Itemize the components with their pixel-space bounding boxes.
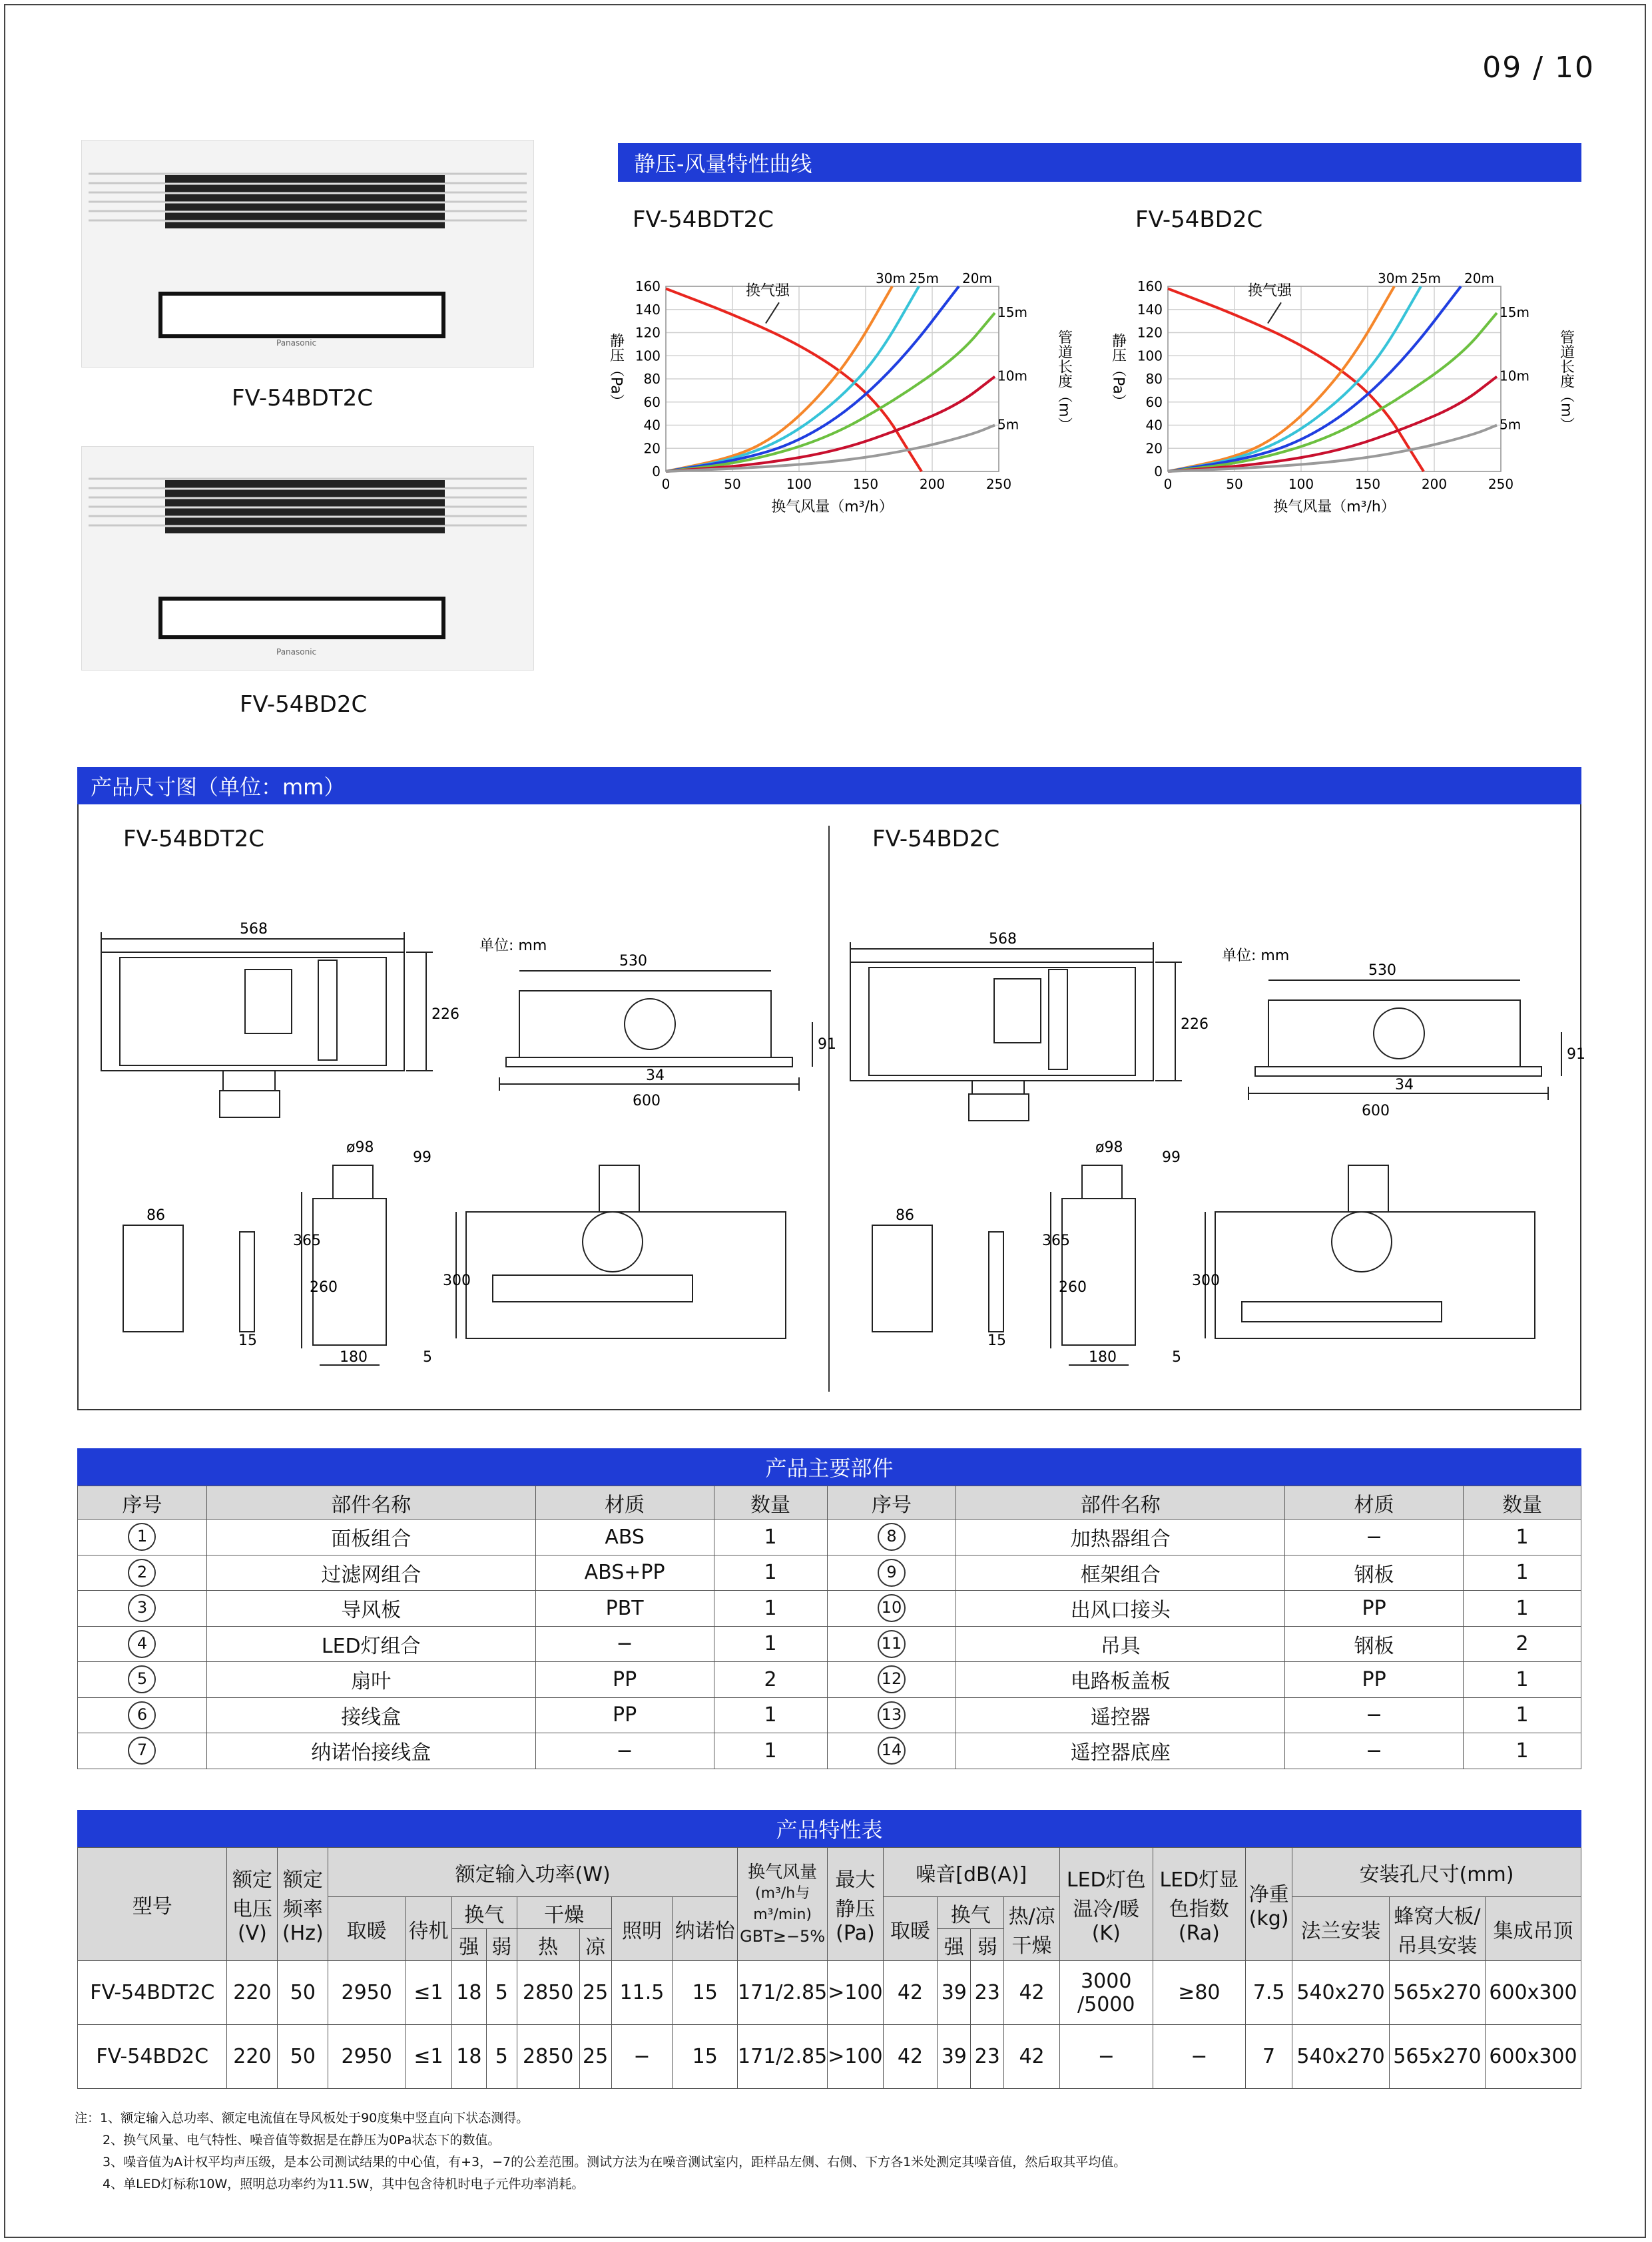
- spec-cell: 15: [673, 1961, 738, 2025]
- x-tick-label: 200: [919, 476, 946, 492]
- airflow-chart-1: [586, 256, 1079, 523]
- spec-h-noise-vent: 换气: [938, 1897, 1004, 1929]
- x-axis-label: 换气风量（m³/h）: [1273, 499, 1396, 515]
- parts-cell: 纳诺怡接线盒: [206, 1733, 535, 1769]
- parts-cell: LED灯组合: [206, 1626, 535, 1662]
- y-tick-label: 100: [635, 348, 661, 364]
- spec-h-nanoe: 纳诺怡: [673, 1897, 738, 1961]
- dimension-section-title: [77, 767, 1581, 804]
- dim-5: 5: [423, 1349, 432, 1366]
- spec-h-weight: 净重(kg): [1246, 1848, 1292, 1961]
- parts-table-title: [77, 1448, 1581, 1486]
- spec-h-strong: 强: [451, 1929, 486, 1961]
- spec-cell: >100: [828, 2025, 883, 2089]
- spec-row: [78, 1961, 1581, 2025]
- series-line: [1168, 288, 1424, 471]
- spec-cell: 25: [579, 1961, 611, 2025]
- dim-total: 600: [633, 1093, 661, 1109]
- series-label: 10m: [997, 368, 1027, 384]
- spec-h-hole: 安装孔尺寸(mm): [1292, 1848, 1581, 1897]
- dim-model-1: FV-54BDT2C: [123, 826, 265, 852]
- spec-h-airflow-std: GBT≥−5%: [740, 1926, 826, 1946]
- parts-cell: −: [1285, 1520, 1464, 1555]
- dim-side-width: 530: [619, 953, 647, 970]
- parts-cell: 加热器组合: [956, 1520, 1285, 1555]
- dim-width: 568: [240, 921, 268, 938]
- chart-annotation: 换气强: [746, 282, 790, 300]
- y-tick-label: 160: [635, 278, 661, 294]
- parts-row: [78, 1591, 1581, 1627]
- parts-index-cell: [827, 1555, 956, 1591]
- spec-h-model: 型号: [78, 1848, 227, 1961]
- dim-300: 300: [443, 1272, 471, 1289]
- spec-table: [77, 1847, 1581, 2089]
- y-axis-label: 静压（Pa）: [607, 333, 625, 409]
- parts-index-cell: [827, 1626, 956, 1662]
- y-tick-label: 0: [1154, 463, 1163, 479]
- note-2: 2、换气风量、电气特性、噪音值等数据是在静压为0Pa状态下的数值。: [103, 2133, 501, 2147]
- spec-cell: 18: [451, 1961, 486, 2025]
- notes: [75, 2107, 1126, 2195]
- parts-cell: 1: [1464, 1555, 1581, 1591]
- dim-91: 91: [818, 1036, 836, 1053]
- y-tick-label: 140: [1137, 301, 1163, 318]
- series-label: 15m: [997, 304, 1027, 320]
- parts-cell: PP: [535, 1662, 714, 1698]
- parts-cell: 出风口接头: [956, 1591, 1285, 1627]
- spec-cell: 23: [971, 2025, 1004, 2089]
- parts-cell: 1: [1464, 1662, 1581, 1698]
- spec-cell: 2950: [328, 1961, 406, 2025]
- parts-table: [77, 1486, 1581, 1769]
- product-2-illustration: [82, 447, 533, 670]
- spec-cell: FV-54BDT2C: [78, 1961, 227, 2025]
- dim-260: 260: [310, 1279, 338, 1296]
- spec-cell: 7: [1246, 2025, 1292, 2089]
- parts-cell: −: [1285, 1697, 1464, 1733]
- spec-cell: 42: [883, 1961, 938, 2025]
- parts-cell: 钢板: [1285, 1626, 1464, 1662]
- parts-header: 部件名称: [956, 1486, 1285, 1520]
- parts-cell: 2: [1464, 1626, 1581, 1662]
- x-tick-label: 100: [1288, 476, 1314, 492]
- spec-cell: 220: [227, 2025, 278, 2089]
- part-number-badge: 1: [128, 1523, 156, 1551]
- spec-cell: 540x270: [1292, 1961, 1390, 2025]
- x-tick-label: 150: [852, 476, 879, 492]
- series-line: [666, 288, 922, 471]
- spec-h-standby: 待机: [406, 1897, 452, 1961]
- spec-cell: >100: [828, 1961, 883, 2025]
- dimension-section-title-text: 产品尺寸图（单位：mm）: [91, 774, 346, 800]
- y-tick-label: 0: [652, 463, 661, 479]
- parts-header: 数量: [714, 1486, 827, 1520]
- series-label: 20m: [962, 270, 992, 286]
- series-label: 30m: [876, 270, 906, 286]
- parts-cell: ABS+PP: [535, 1555, 714, 1591]
- dim-model-2: FV-54BD2C: [872, 826, 1000, 852]
- series-label: 15m: [1500, 304, 1529, 320]
- parts-row: [78, 1662, 1581, 1698]
- note-1: 注：1、额定输入总功率、额定电流值在导风板处于90度集中竖直向下状态测得。: [75, 2111, 529, 2125]
- parts-cell: 扇叶: [206, 1662, 535, 1698]
- dim-total: 600: [1362, 1103, 1390, 1119]
- parts-cell: 1: [714, 1591, 827, 1627]
- parts-header: 数量: [1464, 1486, 1581, 1520]
- part-number-badge: 6: [128, 1701, 156, 1729]
- parts-index-cell: [78, 1555, 207, 1591]
- dim-depth: 226: [1181, 1016, 1209, 1033]
- dim-34: 34: [646, 1067, 665, 1084]
- parts-index-cell: [827, 1591, 956, 1627]
- series-line: [666, 313, 995, 471]
- y-tick-label: 120: [635, 324, 661, 341]
- dim-remote-d: 15: [987, 1332, 1006, 1349]
- dimension-drawing-2: [842, 912, 1585, 1392]
- spec-cell: 18: [451, 2025, 486, 2089]
- chart-1-model: FV-54BDT2C: [633, 206, 774, 233]
- parts-cell: 吊具: [956, 1626, 1285, 1662]
- parts-header: 材质: [535, 1486, 714, 1520]
- part-number-badge: 7: [128, 1737, 156, 1765]
- dim-duct: ø98: [1095, 1139, 1123, 1156]
- spec-cell: 2950: [328, 2025, 406, 2089]
- spec-cell: −: [611, 2025, 673, 2089]
- x-axis-label: 换气风量（m³/h）: [771, 499, 894, 515]
- dim-34: 34: [1395, 1077, 1414, 1093]
- dim-5: 5: [1172, 1349, 1181, 1366]
- y-tick-label: 160: [1137, 278, 1163, 294]
- series-label: 5m: [997, 416, 1019, 433]
- x-tick-label: 100: [786, 476, 812, 492]
- spec-cell: 50: [278, 1961, 328, 2025]
- parts-cell: 遥控器底座: [956, 1733, 1285, 1769]
- parts-header: 序号: [827, 1486, 956, 1520]
- spec-cell: 5: [486, 2025, 517, 2089]
- spec-h-ceiling: 集成吊顶: [1485, 1897, 1581, 1961]
- parts-index-cell: [78, 1697, 207, 1733]
- product-1-model: FV-54BDT2C: [232, 385, 374, 412]
- parts-header: 序号: [78, 1486, 207, 1520]
- x-tick-label: 0: [661, 476, 671, 492]
- series-label: 25m: [1411, 270, 1441, 286]
- spec-h-heating: 取暖: [328, 1897, 406, 1961]
- dim-91: 91: [1567, 1046, 1585, 1063]
- spec-cell: 42: [1004, 1961, 1060, 2025]
- product-photo-2: [81, 446, 534, 671]
- spec-cell: 171/2.85: [738, 1961, 828, 2025]
- spec-h-noise-weak: 弱: [971, 1929, 1004, 1961]
- parts-row: [78, 1520, 1581, 1555]
- y-tick-label: 20: [1145, 440, 1163, 457]
- spec-h-airflow-label: 换气风量: [748, 1862, 818, 1882]
- spec-cell: 220: [227, 1961, 278, 2025]
- parts-index-cell: [827, 1520, 956, 1555]
- brand-label: Panasonic: [276, 647, 317, 657]
- dimension-divider: [828, 826, 830, 1392]
- spec-cell: 11.5: [611, 1961, 673, 2025]
- spec-cell: 7.5: [1246, 1961, 1292, 2025]
- series-label: 10m: [1500, 368, 1529, 384]
- part-number-badge: 13: [878, 1701, 906, 1729]
- dim-depth: 226: [431, 1006, 459, 1023]
- spec-h-led-temp: LED灯色温冷/暖(K): [1059, 1848, 1153, 1961]
- parts-header: 部件名称: [206, 1486, 535, 1520]
- part-number-badge: 4: [128, 1630, 156, 1658]
- parts-cell: 接线盒: [206, 1697, 535, 1733]
- dim-180: 180: [340, 1349, 368, 1366]
- series-line: [1168, 313, 1497, 471]
- x-tick-label: 250: [985, 476, 1012, 492]
- spec-h-noise-heat: 取暖: [883, 1897, 938, 1961]
- y-tick-label: 60: [1145, 394, 1163, 410]
- spec-h-voltage: 额定电压(V): [227, 1848, 278, 1961]
- parts-index-cell: [78, 1520, 207, 1555]
- x-tick-label: 150: [1354, 476, 1381, 492]
- part-number-badge: 2: [128, 1559, 156, 1587]
- spec-cell: 600x300: [1485, 1961, 1581, 2025]
- chart-annotation: 换气强: [1248, 282, 1292, 300]
- dim-remote-w: 86: [896, 1207, 914, 1224]
- parts-row: [78, 1733, 1581, 1769]
- y-axis-label: 静压（Pa）: [1109, 333, 1127, 409]
- spec-table-title: [77, 1810, 1581, 1847]
- spec-h-cool: 凉: [579, 1929, 611, 1961]
- note-4: 4、单LED灯标称10W，照明总功率约为11.5W，其中包含待机时电子元件功率消耗。: [103, 2177, 585, 2191]
- dim-300: 300: [1192, 1272, 1220, 1289]
- parts-index-cell: [827, 1697, 956, 1733]
- curve-section-title-text: 静压-风量特性曲线: [634, 151, 812, 176]
- airflow-chart-2: [1088, 256, 1581, 523]
- part-number-badge: 5: [128, 1665, 156, 1693]
- parts-cell: 1: [1464, 1591, 1581, 1627]
- parts-cell: 1: [1464, 1520, 1581, 1555]
- parts-cell: 面板组合: [206, 1520, 535, 1555]
- dim-unit: 单位: mm: [1222, 948, 1290, 964]
- parts-cell: 框架组合: [956, 1555, 1285, 1591]
- spec-h-light: 照明: [611, 1897, 673, 1961]
- x-tick-label: 50: [724, 476, 741, 492]
- parts-cell: 1: [714, 1626, 827, 1662]
- spec-h-dry: 干燥: [517, 1897, 611, 1929]
- series-label: 5m: [1500, 416, 1521, 433]
- spec-h-honeycomb: 蜂窝大板/吊具安装: [1389, 1897, 1485, 1961]
- spec-h-freq: 额定频率(Hz): [278, 1848, 328, 1961]
- spec-h-weak: 弱: [486, 1929, 517, 1961]
- product-photo-1: [81, 140, 534, 368]
- parts-cell: −: [535, 1733, 714, 1769]
- parts-row: [78, 1626, 1581, 1662]
- parts-cell: 遥控器: [956, 1697, 1285, 1733]
- spec-cell: 23: [971, 1961, 1004, 2025]
- parts-index-cell: [827, 1662, 956, 1698]
- parts-cell: 过滤网组合: [206, 1555, 535, 1591]
- spec-cell: 39: [938, 1961, 971, 2025]
- spec-cell: ≥80: [1153, 1961, 1246, 2025]
- curve-section-title: [618, 143, 1581, 182]
- spec-h-noise: 噪音[dB(A)]: [883, 1848, 1059, 1897]
- spec-table-title-text: 产品特性表: [776, 1817, 883, 1842]
- x-tick-label: 250: [1488, 476, 1514, 492]
- dim-side-width: 530: [1368, 962, 1396, 979]
- spec-cell: ≤1: [406, 2025, 452, 2089]
- dim-99: 99: [413, 1149, 431, 1166]
- parts-cell: 1: [714, 1555, 827, 1591]
- spec-h-airflow-unit: (m³/h与m³/min): [753, 1884, 812, 1923]
- part-number-badge: 12: [878, 1665, 906, 1693]
- spec-cell: FV-54BD2C: [78, 2025, 227, 2089]
- spec-cell: 600x300: [1485, 2025, 1581, 2089]
- y2-axis-label: 管道长度（m）: [1055, 330, 1073, 432]
- part-number-badge: 14: [878, 1737, 906, 1765]
- y-tick-label: 80: [643, 371, 661, 387]
- parts-cell: −: [535, 1626, 714, 1662]
- part-number-badge: 9: [878, 1559, 906, 1587]
- spec-cell: 42: [883, 2025, 938, 2089]
- parts-cell: 1: [714, 1520, 827, 1555]
- parts-row: [78, 1697, 1581, 1733]
- y-tick-label: 120: [1137, 324, 1163, 341]
- parts-cell: PP: [1285, 1591, 1464, 1627]
- parts-cell: 电路板盖板: [956, 1662, 1285, 1698]
- dim-260: 260: [1059, 1279, 1087, 1296]
- y-tick-label: 100: [1137, 348, 1163, 364]
- part-number-badge: 8: [878, 1523, 906, 1551]
- spec-cell: 3000 /5000: [1059, 1961, 1153, 2025]
- parts-row: [78, 1555, 1581, 1591]
- dim-width: 568: [989, 931, 1017, 948]
- spec-cell: 39: [938, 2025, 971, 2089]
- dim-remote-w: 86: [146, 1207, 165, 1224]
- parts-cell: 1: [1464, 1733, 1581, 1769]
- product-1-illustration: [82, 140, 533, 367]
- spec-cell: −: [1059, 2025, 1153, 2089]
- spec-h-hot: 热: [517, 1929, 579, 1961]
- page-number: 09 / 10: [1482, 51, 1595, 85]
- parts-table-title-text: 产品主要部件: [765, 1456, 894, 1481]
- annotation-leader: [766, 302, 779, 323]
- chart-2-model: FV-54BD2C: [1135, 206, 1263, 233]
- spec-cell: 565x270: [1389, 1961, 1485, 2025]
- spec-cell: 15: [673, 2025, 738, 2089]
- spec-row: [78, 2025, 1581, 2089]
- series-line: [1168, 377, 1497, 471]
- spec-h-noise-strong: 强: [938, 1929, 971, 1961]
- parts-index-cell: [78, 1733, 207, 1769]
- part-number-badge: 3: [128, 1594, 156, 1622]
- parts-cell: 钢板: [1285, 1555, 1464, 1591]
- parts-index-cell: [827, 1733, 956, 1769]
- spec-cell: −: [1153, 2025, 1246, 2089]
- parts-cell: PBT: [535, 1591, 714, 1627]
- parts-cell: 导风板: [206, 1591, 535, 1627]
- spec-cell: 171/2.85: [738, 2025, 828, 2089]
- y-tick-label: 20: [643, 440, 661, 457]
- y-tick-label: 40: [1145, 417, 1163, 433]
- dim-365: 365: [293, 1233, 321, 1249]
- dim-remote-d: 15: [238, 1332, 257, 1349]
- annotation-leader: [1268, 302, 1281, 323]
- y-tick-label: 80: [1145, 371, 1163, 387]
- dimension-drawing-1: [93, 912, 836, 1392]
- series-line: [666, 377, 995, 471]
- part-number-badge: 11: [878, 1630, 906, 1658]
- note-3: 3、噪音值为A计权平均声压级，是本公司测试结果的中心值，有+3，−7的公差范围。测试方法为在噪音测试室内，距样品左侧、右侧、下方各1米处测定其噪音值，然后取其平均值。: [103, 2155, 1127, 2169]
- spec-cell: 540x270: [1292, 2025, 1390, 2089]
- x-tick-label: 200: [1421, 476, 1448, 492]
- parts-cell: 1: [714, 1697, 827, 1733]
- parts-cell: PP: [1285, 1662, 1464, 1698]
- dim-180: 180: [1089, 1349, 1117, 1366]
- spec-h-flange: 法兰安装: [1292, 1897, 1390, 1961]
- spec-cell: 25: [579, 2025, 611, 2089]
- y-tick-label: 60: [643, 394, 661, 410]
- spec-cell: 2850: [517, 1961, 579, 2025]
- spec-h-pressure: 最大静压(Pa): [828, 1848, 883, 1961]
- spec-cell: 2850: [517, 2025, 579, 2089]
- spec-h-noise-dry: 热/凉干燥: [1004, 1897, 1060, 1961]
- parts-header: 材质: [1285, 1486, 1464, 1520]
- spec-cell: 5: [486, 1961, 517, 2025]
- series-label: 30m: [1378, 270, 1408, 286]
- spec-cell: ≤1: [406, 1961, 452, 2025]
- y-tick-label: 140: [635, 301, 661, 318]
- part-number-badge: 10: [878, 1594, 906, 1622]
- dim-unit: 单位: mm: [479, 938, 547, 954]
- parts-cell: 2: [714, 1662, 827, 1698]
- y2-axis-label: 管道长度（m）: [1557, 330, 1575, 432]
- y-tick-label: 40: [643, 417, 661, 433]
- parts-index-cell: [78, 1626, 207, 1662]
- parts-cell: 1: [1464, 1697, 1581, 1733]
- x-tick-label: 0: [1163, 476, 1173, 492]
- dim-duct: ø98: [346, 1139, 374, 1156]
- series-label: 25m: [909, 270, 939, 286]
- product-2-model: FV-54BD2C: [240, 691, 368, 718]
- parts-cell: −: [1285, 1733, 1464, 1769]
- parts-cell: ABS: [535, 1520, 714, 1555]
- spec-h-vent: 换气: [451, 1897, 517, 1929]
- spec-h-power: 额定输入功率(W): [328, 1848, 738, 1897]
- x-tick-label: 50: [1226, 476, 1243, 492]
- spec-cell: 565x270: [1389, 2025, 1485, 2089]
- dim-365: 365: [1042, 1233, 1070, 1249]
- parts-index-cell: [78, 1591, 207, 1627]
- brand-label: Panasonic: [276, 338, 317, 348]
- spec-cell: 50: [278, 2025, 328, 2089]
- dim-99: 99: [1162, 1149, 1181, 1166]
- parts-cell: PP: [535, 1697, 714, 1733]
- spec-h-led-ra: LED灯显色指数(Ra): [1153, 1848, 1246, 1961]
- parts-cell: 1: [714, 1733, 827, 1769]
- spec-h-airflow: [738, 1848, 828, 1961]
- series-label: 20m: [1464, 270, 1494, 286]
- parts-index-cell: [78, 1662, 207, 1698]
- spec-cell: 42: [1004, 2025, 1060, 2089]
